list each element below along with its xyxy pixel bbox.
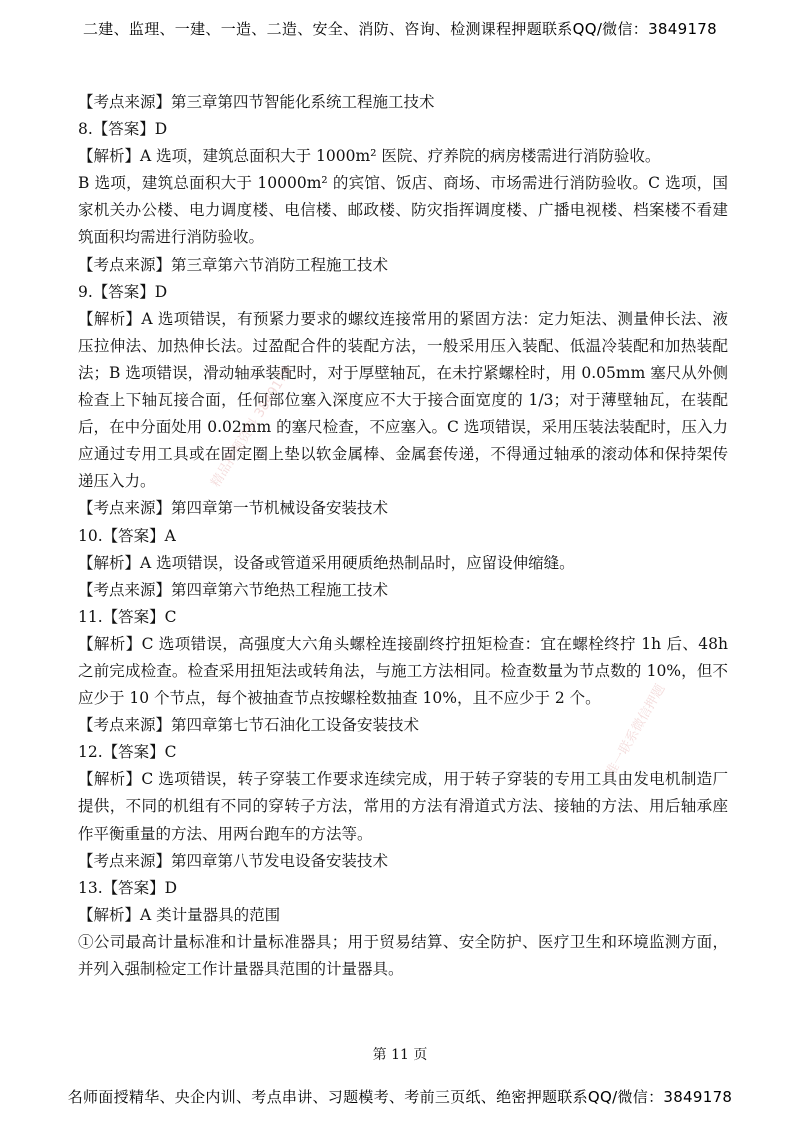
analysis-paragraph: 【解析】A 选项错误，有预紧力要求的螺纹连接常用的紧固方法：定力矩法、测量伸长法、液压拉伸法、加热伸长法。过盈配合件的装配方法，一般采用压入装配、低温冷装配和加热装配法；B 选项错误，滑动轴承装配时，对于厚壁轴瓦，在未拧紧螺栓时，用 0.05mm 塞尺从外侧检查上下轴瓦接合面，任何部位塞入深度应不大于接合面宽度的 1/3；对于薄壁轴瓦，在装配后，在中分面处用 0.02mm 的塞尺检查，不应塞入。C 选项错误，采用压装法装配时，压入力应通过专用工具或在固定圈上垫以软金属棒、金属套传递，不得通过轴承的滚动体和保持架传递压入力。 — [78, 309, 728, 491]
analysis-paragraph: 【解析】C 选项错误，高强度大六角头螺栓连接副终拧扭矩检查：宜在螺栓终拧 1h 后、48h 之前完成检查。检查采用扭矩法或转角法，与施工方法相同。检查数量为节点数的 10%，但不应少于 10 个节点，每个被抽查节点按螺栓数抽查 10%，且不应少于 2 个。 — [78, 634, 728, 708]
source-line: 【考点来源】第四章第六节绝热工程施工技术 — [78, 580, 389, 599]
analysis-paragraph: 【解析】C 选项错误，转子穿装工作要求连续完成，用于转子穿装的专用工具由发电机制造厂提供，不同的机组有不同的穿转子方法，常用的方法有滑道式方法、接轴的方法、用后轴承座作平衡重量的方法、用两台跑车的方法等。 — [78, 770, 728, 843]
analysis-paragraph: 【解析】A 选项错误，设备或管道采用硬质绝热制品时，应留设伸缩缝。 — [78, 553, 575, 572]
answer-line: 11.【答案】C — [78, 607, 177, 626]
analysis-paragraph: ①公司最高计量标准和计量标准器具；用于贸易结算、安全防护、医疗卫生和环境监测方面，并列入强制检定工作计量器具范围的计量器具。 — [78, 932, 728, 978]
source-line: 【考点来源】第四章第八节发电设备安装技术 — [78, 851, 389, 870]
source-line: 【考点来源】第三章第六节消防工程施工技术 — [78, 255, 389, 274]
document-body — [78, 89, 728, 983]
answer-line: 10.【答案】A — [78, 526, 176, 545]
answer-line: 9.【答案】D — [78, 282, 168, 301]
source-line: 【考点来源】第四章第七节石油化工设备安装技术 — [78, 716, 420, 735]
answer-line: 12.【答案】C — [78, 743, 177, 762]
page-number: 第 11 页 — [372, 1047, 428, 1063]
source-line: 【考点来源】第四章第一节机械设备安装技术 — [78, 499, 389, 518]
answer-line: 8.【答案】D — [78, 120, 168, 139]
watermark: 唯一联系微信押题 — [603, 681, 669, 780]
watermark: 精品押题资料 3849178 — [208, 363, 296, 491]
analysis-paragraph: 【解析】A 类计量器具的范围 — [78, 905, 281, 924]
source-line: 【考点来源】第三章第四节智能化系统工程施工技术 — [78, 93, 435, 111]
analysis-paragraph: B 选项，建筑总面积大于 10000m² 的宾馆、饭店、商场、市场需进行消防验收。C 选项，国家机关办公楼、电力调度楼、电信楼、邮政楼、防灾指挥调度楼、广播电视楼、档案楼不看建筑面积均需进行消防验收。 — [78, 174, 728, 247]
analysis-paragraph: 【解析】A 选项，建筑总面积大于 1000m² 医院、疗养院的病房楼需进行消防验收。 — [78, 147, 661, 166]
page-footer: 名师面授精华、央企内训、考点串讲、习题模考、考前三页纸、绝密押题联系QQ/微信：3849178 — [67, 1088, 733, 1106]
answer-line: 13.【答案】D — [78, 878, 178, 897]
page-header: 二建、监理、一建、一造、二造、安全、消防、咨询、检测课程押题联系QQ/微信：3849178 — [83, 20, 717, 38]
